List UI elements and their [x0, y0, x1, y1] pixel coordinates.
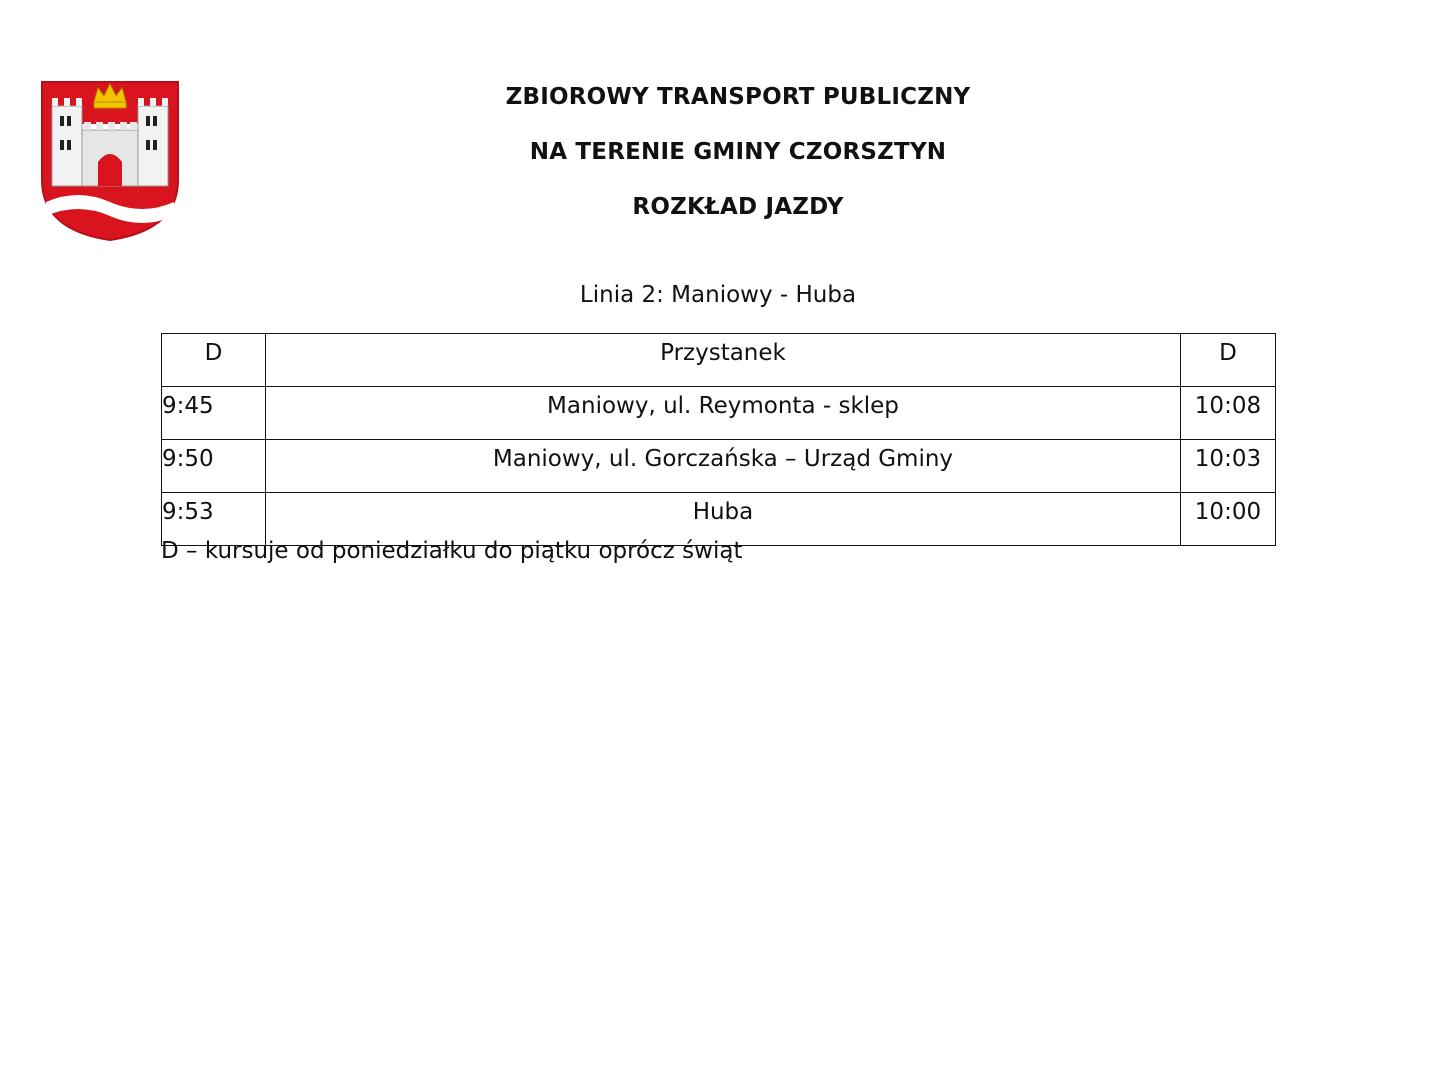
header-title-line-2: NA TERENIE GMINY CZORSZTYN: [529, 139, 947, 165]
header-return-cell: D: [1180, 334, 1275, 387]
header-title-line-1: ZBIOROWY TRANSPORT PUBLICZNY: [505, 84, 971, 110]
departure-time: 9:53: [162, 493, 266, 546]
departure-time: 9:45: [162, 387, 266, 440]
return-time: 10:00: [1180, 493, 1275, 546]
header-departure-cell: D: [162, 334, 266, 387]
table-row: [162, 440, 1276, 493]
table-row: [162, 387, 1276, 440]
stop-name: Huba: [266, 493, 1181, 546]
return-time: 10:03: [1180, 440, 1275, 493]
route-title: Linia 2: Maniowy - Huba: [579, 282, 857, 308]
table-header-row: [162, 334, 1276, 387]
header-stop-cell: Przystanek: [266, 334, 1181, 387]
timetable: [161, 333, 1276, 546]
return-time: 10:08: [1180, 387, 1275, 440]
stop-name: Maniowy, ul. Reymonta - sklep: [266, 387, 1181, 440]
footnote: D – kursuje od poniedziałku do piątku oprócz świąt: [161, 538, 743, 564]
stop-name: Maniowy, ul. Gorczańska – Urząd Gminy: [266, 440, 1181, 493]
header-title-line-3: ROZKŁAD JAZDY: [632, 194, 844, 220]
departure-time: 9:50: [162, 440, 266, 493]
